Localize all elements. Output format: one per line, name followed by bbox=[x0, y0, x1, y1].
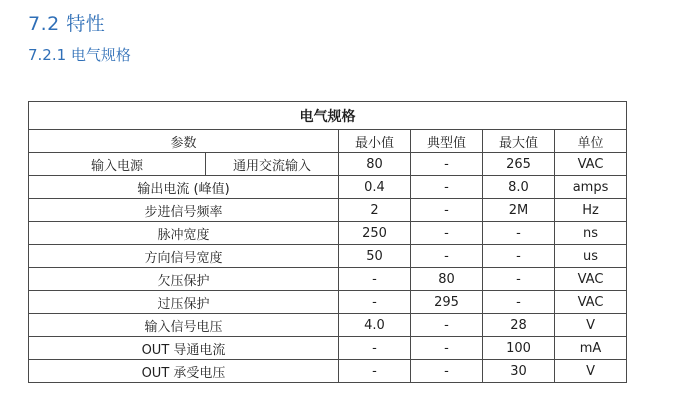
header-min: 最小值 bbox=[339, 130, 411, 153]
table-row bbox=[29, 337, 627, 360]
table-header-row bbox=[29, 130, 627, 153]
param-cell: 输出电流 (峰值) bbox=[29, 176, 339, 199]
electrical-spec-table bbox=[28, 101, 627, 383]
unit-cell: ns bbox=[555, 222, 627, 245]
typ-cell: - bbox=[411, 360, 483, 383]
param-cell: OUT 导通电流 bbox=[29, 337, 339, 360]
unit-cell: VAC bbox=[555, 153, 627, 176]
param-cell: 输入电源 bbox=[29, 153, 206, 176]
section-heading: 7.2 特性 bbox=[28, 13, 106, 35]
max-cell: - bbox=[483, 245, 555, 268]
max-cell: - bbox=[483, 291, 555, 314]
max-cell: 265 bbox=[483, 153, 555, 176]
min-cell: 80 bbox=[339, 153, 411, 176]
max-cell: 2M bbox=[483, 199, 555, 222]
typ-cell: - bbox=[411, 199, 483, 222]
unit-cell: VAC bbox=[555, 291, 627, 314]
typ-cell: - bbox=[411, 245, 483, 268]
param-cell: 过压保护 bbox=[29, 291, 339, 314]
header-unit: 单位 bbox=[555, 130, 627, 153]
typ-cell: - bbox=[411, 176, 483, 199]
subsection-heading: 7.2.1 电气规格 bbox=[28, 46, 131, 64]
unit-cell: V bbox=[555, 360, 627, 383]
max-cell: 28 bbox=[483, 314, 555, 337]
header-param: 参数 bbox=[29, 130, 339, 153]
table-row bbox=[29, 245, 627, 268]
max-cell: 100 bbox=[483, 337, 555, 360]
min-cell: 0.4 bbox=[339, 176, 411, 199]
max-cell: 30 bbox=[483, 360, 555, 383]
header-typ: 典型值 bbox=[411, 130, 483, 153]
typ-cell: - bbox=[411, 222, 483, 245]
min-cell: 250 bbox=[339, 222, 411, 245]
min-cell: 2 bbox=[339, 199, 411, 222]
typ-cell: - bbox=[411, 314, 483, 337]
min-cell: - bbox=[339, 337, 411, 360]
table-row bbox=[29, 291, 627, 314]
unit-cell: us bbox=[555, 245, 627, 268]
header-max: 最大值 bbox=[483, 130, 555, 153]
param-cell: 输入信号电压 bbox=[29, 314, 339, 337]
param-cell: 欠压保护 bbox=[29, 268, 339, 291]
table-row bbox=[29, 153, 627, 176]
unit-cell: mA bbox=[555, 337, 627, 360]
table-title: 电气规格 bbox=[29, 102, 627, 130]
unit-cell: amps bbox=[555, 176, 627, 199]
min-cell: - bbox=[339, 291, 411, 314]
min-cell: - bbox=[339, 360, 411, 383]
unit-cell: VAC bbox=[555, 268, 627, 291]
min-cell: 4.0 bbox=[339, 314, 411, 337]
max-cell: - bbox=[483, 268, 555, 291]
table-row bbox=[29, 360, 627, 383]
param-cell: 方向信号宽度 bbox=[29, 245, 339, 268]
typ-cell: 80 bbox=[411, 268, 483, 291]
table-row bbox=[29, 268, 627, 291]
unit-cell: V bbox=[555, 314, 627, 337]
table-row bbox=[29, 314, 627, 337]
param-cell: 步进信号频率 bbox=[29, 199, 339, 222]
min-cell: 50 bbox=[339, 245, 411, 268]
typ-cell: - bbox=[411, 153, 483, 176]
table-row bbox=[29, 176, 627, 199]
param-sub-cell: 通用交流输入 bbox=[206, 153, 339, 176]
table-row bbox=[29, 222, 627, 245]
table-row bbox=[29, 199, 627, 222]
typ-cell: - bbox=[411, 337, 483, 360]
typ-cell: 295 bbox=[411, 291, 483, 314]
max-cell: - bbox=[483, 222, 555, 245]
min-cell: - bbox=[339, 268, 411, 291]
table-title-row bbox=[29, 102, 627, 130]
unit-cell: Hz bbox=[555, 199, 627, 222]
param-cell: OUT 承受电压 bbox=[29, 360, 339, 383]
param-cell: 脉冲宽度 bbox=[29, 222, 339, 245]
max-cell: 8.0 bbox=[483, 176, 555, 199]
